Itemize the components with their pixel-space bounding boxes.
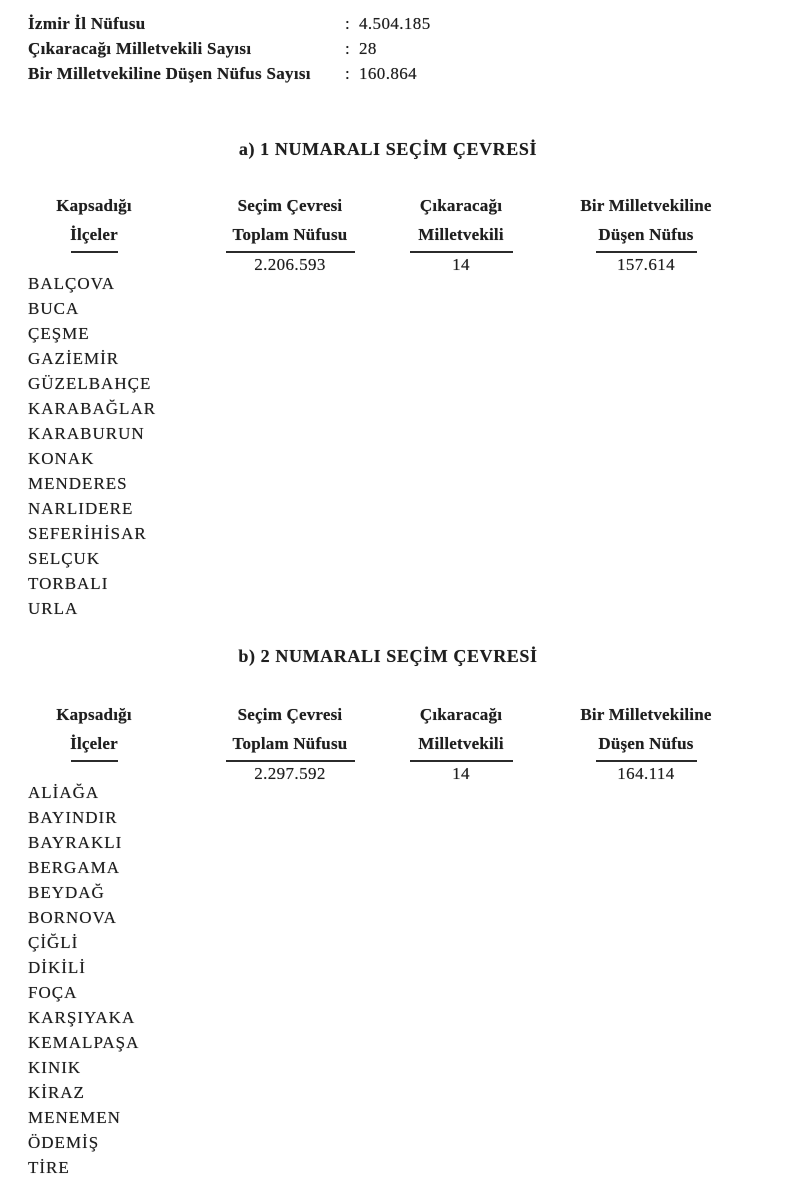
section-b-title: b) 2 NUMARALI SEÇİM ÇEVRESİ: [238, 646, 538, 666]
column-header-line: Çıkaracağı: [419, 196, 503, 215]
column-deputies: [401, 700, 521, 784]
column-header-line: Düşen Nüfus: [598, 734, 694, 753]
district-item: KİRAZ: [28, 1083, 85, 1102]
summary-colon: :: [345, 39, 350, 58]
summary-colon: :: [345, 64, 350, 83]
column-header-line: Toplam Nüfusu: [232, 225, 348, 244]
column-header-line: Milletvekili: [418, 734, 504, 753]
district-item: BORNOVA: [28, 908, 117, 927]
section-a-title: a) 1 NUMARALI SEÇİM ÇEVRESİ: [238, 139, 538, 159]
column-rule: [71, 760, 118, 762]
column-rule: [71, 251, 118, 253]
column-header-line: Toplam Nüfusu: [232, 734, 348, 753]
district-item: TİRE: [28, 1158, 70, 1177]
column-deputies: [401, 191, 521, 275]
district-item: GAZİEMİR: [28, 349, 120, 368]
district-item: FOÇA: [28, 983, 78, 1002]
column-header-line: Bir Milletvekiline: [580, 196, 712, 215]
column-header-line: Kapsadığı: [56, 196, 132, 215]
column-rule: [596, 760, 697, 762]
section-a-district-list: [28, 271, 785, 621]
district-item: GÜZELBAHÇE: [28, 374, 152, 393]
column-header-line: İlçeler: [70, 734, 118, 753]
district-item: BAYRAKLI: [28, 833, 123, 852]
summary-row-province-population: [28, 11, 785, 36]
deputies-value: 14: [452, 764, 470, 783]
column-population-per-deputy: [546, 700, 746, 784]
district-item: ÇEŞME: [28, 324, 90, 343]
summary-label: İzmir İl Nüfusu: [28, 14, 146, 33]
column-header-line: Çıkaracağı: [419, 705, 503, 724]
district-item: MENDERES: [28, 474, 128, 493]
district-item: KARŞIYAKA: [28, 1008, 136, 1027]
district-item: KARABAĞLAR: [28, 399, 157, 418]
district-item: NARLIDERE: [28, 499, 134, 518]
summary-row-deputy-count: [28, 36, 785, 61]
summary-value: 160.864: [359, 64, 418, 83]
column-total-population: [210, 191, 370, 275]
section-b-district-list: [28, 780, 785, 1180]
district-item: KINIK: [28, 1058, 82, 1077]
district-item: ÖDEMİŞ: [28, 1133, 100, 1152]
summary-label: Bir Milletvekiline Düşen Nüfus Sayısı: [28, 64, 311, 83]
population-per-deputy-value: 157.614: [616, 255, 676, 274]
district-item: BEYDAĞ: [28, 883, 105, 902]
district-item: SEFERİHİSAR: [28, 524, 147, 543]
district-item: TORBALI: [28, 574, 109, 593]
district-item: MENEMEN: [28, 1108, 121, 1127]
deputies-value: 14: [452, 255, 470, 274]
summary-value: 4.504.185: [359, 14, 431, 33]
district-item: BAYINDIR: [28, 808, 118, 827]
district-item: URLA: [28, 599, 79, 618]
district-item: KONAK: [28, 449, 95, 468]
column-header-line: Seçim Çevresi: [237, 196, 343, 215]
total-population-value: 2.297.592: [254, 764, 326, 783]
district-item: BUCA: [28, 299, 80, 318]
section-a-table-header: [28, 191, 785, 274]
total-population-value: 2.206.593: [254, 255, 326, 274]
column-districts: [28, 191, 160, 253]
column-population-per-deputy: [546, 191, 746, 275]
district-item: BERGAMA: [28, 858, 121, 877]
district-item: BALÇOVA: [28, 274, 115, 293]
column-rule: [410, 251, 513, 253]
column-header-line: Düşen Nüfus: [598, 225, 694, 244]
column-header-line: Milletvekili: [418, 225, 504, 244]
column-rule: [410, 760, 513, 762]
column-total-population: [210, 700, 370, 784]
column-rule: [596, 251, 697, 253]
section-b-table-header: [28, 700, 785, 783]
column-rule: [226, 760, 355, 762]
district-item: DİKİLİ: [28, 958, 86, 977]
district-item: ALİAĞA: [28, 783, 100, 802]
column-header-line: Kapsadığı: [56, 705, 132, 724]
summary-label: Çıkaracağı Milletvekili Sayısı: [28, 39, 252, 58]
column-header-line: Seçim Çevresi: [237, 705, 343, 724]
column-header-line: İlçeler: [70, 225, 118, 244]
district-item: KEMALPAŞA: [28, 1033, 140, 1052]
district-item: SELÇUK: [28, 549, 101, 568]
summary-value: 28: [359, 39, 377, 58]
summary-colon: :: [345, 14, 350, 33]
column-header-line: Bir Milletvekiline: [580, 705, 712, 724]
district-item: KARABURUN: [28, 424, 145, 443]
district-item: ÇİĞLİ: [28, 933, 79, 952]
population-per-deputy-value: 164.114: [617, 764, 675, 783]
province-summary: [28, 11, 785, 86]
column-rule: [226, 251, 355, 253]
summary-row-population-per-deputy: [28, 61, 785, 86]
column-districts: [28, 700, 160, 762]
